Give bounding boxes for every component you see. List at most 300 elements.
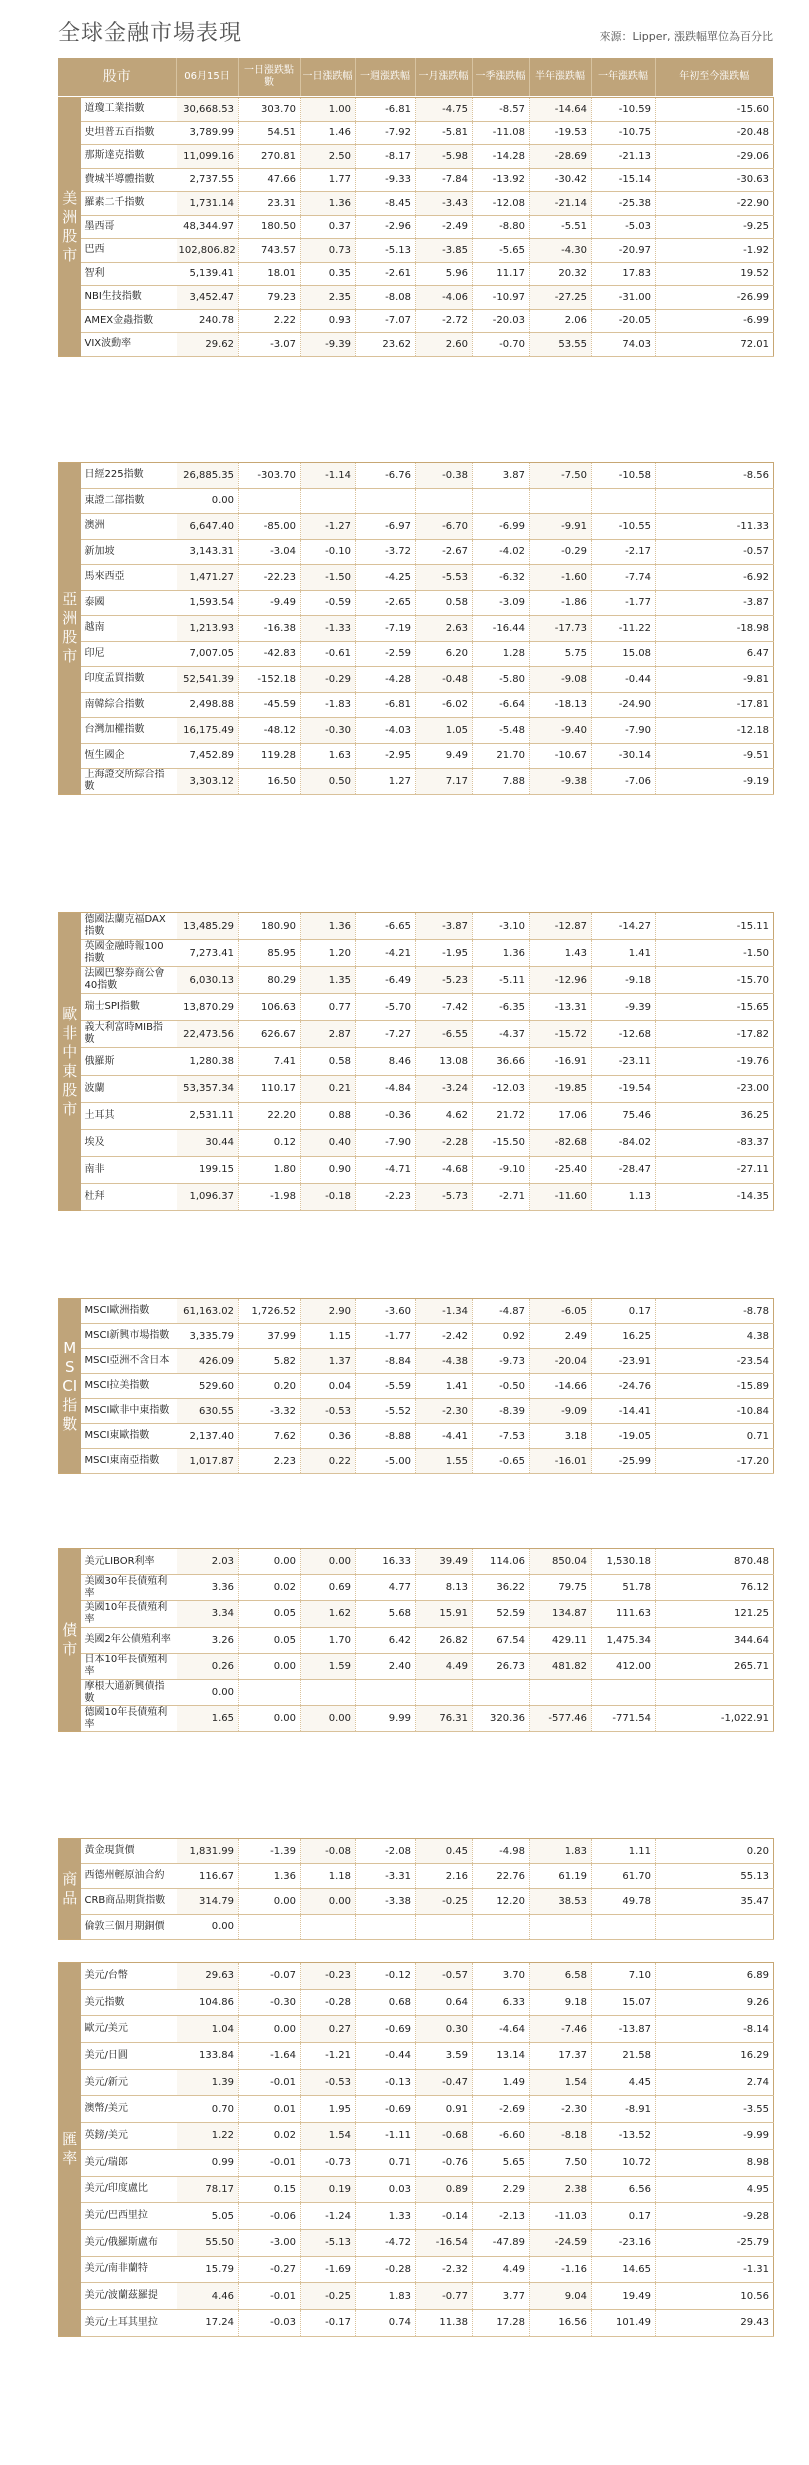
row-name: 波蘭 [81, 1075, 177, 1102]
cell-7: 20.32 [530, 262, 592, 286]
cell-3: -1.27 [301, 514, 356, 540]
cell-7: -9.08 [530, 667, 592, 693]
cell-8: -30.14 [592, 743, 656, 769]
cell-3: -0.25 [301, 2283, 356, 2310]
cell-8: -1.77 [592, 590, 656, 616]
cell-6: 3.77 [473, 2283, 530, 2310]
cell-5: -5.98 [416, 145, 473, 169]
row-name: 那斯達克指數 [81, 145, 177, 169]
row-name: MSCI東歐指數 [81, 1424, 177, 1449]
cell-9: -9.25 [656, 215, 774, 239]
cell-1: 11,099.16 [177, 145, 239, 169]
table-row [59, 2176, 774, 2203]
cell-5: 0.58 [416, 590, 473, 616]
table-row [59, 192, 774, 216]
cell-5: -0.76 [416, 2149, 473, 2176]
table-row [59, 239, 774, 263]
cell-7: 2.49 [530, 1324, 592, 1349]
cell-7: 5.75 [530, 641, 592, 667]
cell-4: 2.40 [356, 1653, 416, 1679]
cell-2: -48.12 [239, 718, 301, 744]
cell-7 [530, 1914, 592, 1939]
cell-2: 2.22 [239, 309, 301, 333]
cell-7: 1.43 [530, 940, 592, 967]
row-name: 美國2年公債殖利率 [81, 1627, 177, 1653]
cell-1: 3.26 [177, 1627, 239, 1653]
cell-6: -3.10 [473, 913, 530, 940]
cell-7: -19.85 [530, 1075, 592, 1102]
cell-4: -7.90 [356, 1129, 416, 1156]
cell-1: 61,163.02 [177, 1299, 239, 1324]
cell-3: 2.50 [301, 145, 356, 169]
cell-8: 16.25 [592, 1324, 656, 1349]
cell-6: -11.08 [473, 121, 530, 145]
cell-4: -4.03 [356, 718, 416, 744]
cell-6: 3.87 [473, 463, 530, 489]
cell-8 [592, 1914, 656, 1939]
cell-1: 426.09 [177, 1349, 239, 1374]
cell-6: 17.28 [473, 2309, 530, 2336]
cell-3 [301, 488, 356, 514]
cell-4 [356, 1914, 416, 1939]
cell-1: 48,344.97 [177, 215, 239, 239]
cell-7: 6.58 [530, 1963, 592, 1990]
cell-1: 2,498.88 [177, 692, 239, 718]
row-name: 西德州輕原油合約 [81, 1864, 177, 1889]
cell-6: 3.70 [473, 1963, 530, 1990]
cell-6: -47.89 [473, 2229, 530, 2256]
cell-1: 7,452.89 [177, 743, 239, 769]
cell-4: 6.42 [356, 1627, 416, 1653]
section-commodities [58, 1838, 774, 1940]
cell-1: 102,806.82 [177, 239, 239, 263]
cell-5: -2.28 [416, 1129, 473, 1156]
cell-5: -4.38 [416, 1349, 473, 1374]
row-name: 美元/台幣 [81, 1963, 177, 1990]
cell-9: 870.48 [656, 1549, 774, 1575]
cell-9: -9.28 [656, 2203, 774, 2230]
cell-6: -12.03 [473, 1075, 530, 1102]
row-name: 澳洲 [81, 514, 177, 540]
cell-9: -14.35 [656, 1183, 774, 1210]
cell-6: -13.92 [473, 168, 530, 192]
cell-2: 0.05 [239, 1627, 301, 1653]
cell-6: 52.59 [473, 1601, 530, 1627]
cell-3: 0.00 [301, 1706, 356, 1732]
cell-8: 1,530.18 [592, 1549, 656, 1575]
row-name: MSCI拉美指數 [81, 1374, 177, 1399]
cell-8: -10.55 [592, 514, 656, 540]
cell-9: -15.89 [656, 1374, 774, 1399]
cell-1: 6,030.13 [177, 967, 239, 994]
cell-2: -0.27 [239, 2256, 301, 2283]
cell-1: 7,007.05 [177, 641, 239, 667]
cell-2: 7.41 [239, 1048, 301, 1075]
cell-5: 6.20 [416, 641, 473, 667]
cell-4: -4.72 [356, 2229, 416, 2256]
cell-9 [656, 1679, 774, 1705]
cell-6: -6.99 [473, 514, 530, 540]
cell-5: -5.53 [416, 565, 473, 591]
cell-6: 4.49 [473, 2256, 530, 2283]
cell-3: 0.21 [301, 1075, 356, 1102]
cell-9: -3.55 [656, 2096, 774, 2123]
cell-2: 119.28 [239, 743, 301, 769]
row-name: 倫敦三個月期銅價 [81, 1914, 177, 1939]
cell-8: 74.03 [592, 333, 656, 357]
cell-2: 85.95 [239, 940, 301, 967]
table-row [59, 262, 774, 286]
cell-3: 0.04 [301, 1374, 356, 1399]
cell-7: -12.96 [530, 967, 592, 994]
cell-4: -7.19 [356, 616, 416, 642]
cell-7: 9.18 [530, 1989, 592, 2016]
row-name: 費城半導體指數 [81, 168, 177, 192]
cell-8: -23.91 [592, 1349, 656, 1374]
cell-7: -25.40 [530, 1156, 592, 1183]
cell-2: 0.01 [239, 2096, 301, 2123]
cell-7: 38.53 [530, 1889, 592, 1914]
cell-9: -9.99 [656, 2123, 774, 2150]
cell-2: 0.02 [239, 1575, 301, 1601]
table-row [59, 1549, 774, 1575]
cell-1: 30,668.53 [177, 98, 239, 122]
cell-8: 7.10 [592, 1963, 656, 1990]
table-row [59, 692, 774, 718]
cell-8: -10.58 [592, 463, 656, 489]
cell-5: 26.82 [416, 1627, 473, 1653]
cell-5: -3.87 [416, 913, 473, 940]
cell-5: -0.14 [416, 2203, 473, 2230]
cell-8: 101.49 [592, 2309, 656, 2336]
cell-9: 0.71 [656, 1424, 774, 1449]
header-week-pct: 一週漲跌幅 [355, 58, 415, 96]
row-name: 馬來西亞 [81, 565, 177, 591]
cell-4: -4.25 [356, 565, 416, 591]
cell-9: -23.00 [656, 1075, 774, 1102]
cell-6: -3.09 [473, 590, 530, 616]
cell-3: 0.40 [301, 1129, 356, 1156]
cell-8: 10.72 [592, 2149, 656, 2176]
cell-1: 2,737.55 [177, 168, 239, 192]
cell-8: -7.90 [592, 718, 656, 744]
table-row [59, 2229, 774, 2256]
cell-3: -0.08 [301, 1839, 356, 1864]
cell-7: -7.50 [530, 463, 592, 489]
cell-7: 9.04 [530, 2283, 592, 2310]
cell-3: 1.63 [301, 743, 356, 769]
header-ytd-pct: 年初至今漲跌幅 [655, 58, 773, 96]
cell-1: 1,017.87 [177, 1449, 239, 1474]
cell-7: 2.38 [530, 2176, 592, 2203]
cell-8: 111.63 [592, 1601, 656, 1627]
cell-2: 0.15 [239, 2176, 301, 2203]
cell-9: -18.98 [656, 616, 774, 642]
cell-9: -17.82 [656, 1021, 774, 1048]
cell-3: 0.00 [301, 1549, 356, 1575]
row-name: 南非 [81, 1156, 177, 1183]
cell-7: -14.64 [530, 98, 592, 122]
cell-6: 114.06 [473, 1549, 530, 1575]
section-label [59, 1963, 81, 2337]
cell-3: 1.18 [301, 1864, 356, 1889]
cell-8: -8.91 [592, 2096, 656, 2123]
cell-7 [530, 1679, 592, 1705]
table-row [59, 1399, 774, 1424]
table-row [59, 1864, 774, 1889]
cell-4: 8.46 [356, 1048, 416, 1075]
cell-3: -0.17 [301, 2309, 356, 2336]
cell-8: -19.54 [592, 1075, 656, 1102]
cell-4: -1.77 [356, 1324, 416, 1349]
row-name: 美元/波蘭茲羅提 [81, 2283, 177, 2310]
cell-6: 1.28 [473, 641, 530, 667]
table-row [59, 590, 774, 616]
cell-1: 55.50 [177, 2229, 239, 2256]
cell-5: 15.91 [416, 1601, 473, 1627]
cell-3: -0.30 [301, 718, 356, 744]
cell-1: 630.55 [177, 1399, 239, 1424]
table-row [59, 98, 774, 122]
table-row [59, 1183, 774, 1210]
cell-3: 0.35 [301, 262, 356, 286]
cell-6: -2.71 [473, 1183, 530, 1210]
cell-7: -27.25 [530, 286, 592, 310]
cell-8: -771.54 [592, 1706, 656, 1732]
cell-9: -22.90 [656, 192, 774, 216]
cell-4: -2.95 [356, 743, 416, 769]
cell-4: 16.33 [356, 1549, 416, 1575]
table-row [59, 1374, 774, 1399]
cell-6: -6.60 [473, 2123, 530, 2150]
cell-5: 2.60 [416, 333, 473, 357]
cell-1: 3,303.12 [177, 769, 239, 795]
cell-3: 1.70 [301, 1627, 356, 1653]
cell-1: 29.63 [177, 1963, 239, 1990]
cell-6: 21.72 [473, 1102, 530, 1129]
table-row [59, 1156, 774, 1183]
cell-5: 2.16 [416, 1864, 473, 1889]
cell-4: -6.81 [356, 692, 416, 718]
cell-1: 1.22 [177, 2123, 239, 2150]
row-name: MSCI東南亞指數 [81, 1449, 177, 1474]
cell-8: -13.52 [592, 2123, 656, 2150]
cell-6 [473, 1914, 530, 1939]
cell-1: 78.17 [177, 2176, 239, 2203]
row-name: 美元/印度盧比 [81, 2176, 177, 2203]
row-name: 美元/俄羅斯盧布 [81, 2229, 177, 2256]
cell-2: 1,726.52 [239, 1299, 301, 1324]
table-row [59, 463, 774, 489]
row-name: 歐元/美元 [81, 2016, 177, 2043]
cell-2: 0.02 [239, 2123, 301, 2150]
row-name: 德國法蘭克福DAX指數 [81, 913, 177, 940]
cell-6: -0.70 [473, 333, 530, 357]
cell-9: 16.29 [656, 2043, 774, 2070]
row-name: 巴西 [81, 239, 177, 263]
row-name: 埃及 [81, 1129, 177, 1156]
cell-5: 39.49 [416, 1549, 473, 1575]
cell-3: 2.87 [301, 1021, 356, 1048]
cell-8: 21.58 [592, 2043, 656, 2070]
table-row [59, 940, 774, 967]
cell-6: -12.08 [473, 192, 530, 216]
cell-7: -1.60 [530, 565, 592, 591]
cell-2: 54.51 [239, 121, 301, 145]
cell-4: -6.97 [356, 514, 416, 540]
cell-6: 11.17 [473, 262, 530, 286]
cell-4: -8.84 [356, 1349, 416, 1374]
cell-1: 26,885.35 [177, 463, 239, 489]
cell-4: 5.68 [356, 1601, 416, 1627]
cell-7: -24.59 [530, 2229, 592, 2256]
cell-4: -8.88 [356, 1424, 416, 1449]
cell-4: -0.12 [356, 1963, 416, 1990]
cell-5: -4.06 [416, 286, 473, 310]
cell-9: -1,022.91 [656, 1706, 774, 1732]
cell-3: 0.69 [301, 1575, 356, 1601]
cell-6: -4.87 [473, 1299, 530, 1324]
cell-6: 2.29 [473, 2176, 530, 2203]
table-row [59, 1324, 774, 1349]
cell-4: -2.08 [356, 1839, 416, 1864]
cell-2: 37.99 [239, 1324, 301, 1349]
table-row [59, 913, 774, 940]
cell-5: -2.72 [416, 309, 473, 333]
table-row [59, 2256, 774, 2283]
row-name: 越南 [81, 616, 177, 642]
cell-2: 0.00 [239, 1706, 301, 1732]
cell-5: -4.68 [416, 1156, 473, 1183]
cell-6: -6.35 [473, 994, 530, 1021]
cell-2: 23.31 [239, 192, 301, 216]
cell-4: -7.92 [356, 121, 416, 145]
header-day-points: 一日漲跌點數 [238, 58, 300, 96]
cell-1: 1,731.14 [177, 192, 239, 216]
cell-7: 2.06 [530, 309, 592, 333]
cell-6: -15.50 [473, 1129, 530, 1156]
table-row [59, 2043, 774, 2070]
cell-4: -3.72 [356, 539, 416, 565]
cell-7: -19.53 [530, 121, 592, 145]
cell-7: 429.11 [530, 1627, 592, 1653]
table-row [59, 1449, 774, 1474]
cell-7: 850.04 [530, 1549, 592, 1575]
cell-9: 8.98 [656, 2149, 774, 2176]
cell-3: -1.50 [301, 565, 356, 591]
cell-9: -23.54 [656, 1349, 774, 1374]
cell-3: -1.69 [301, 2256, 356, 2283]
cell-2 [239, 1914, 301, 1939]
cell-7: -0.29 [530, 539, 592, 565]
cell-6: -9.73 [473, 1349, 530, 1374]
cell-2: 180.90 [239, 913, 301, 940]
cell-7: -1.86 [530, 590, 592, 616]
cell-7: -17.73 [530, 616, 592, 642]
row-name: 美元/南非蘭特 [81, 2256, 177, 2283]
cell-9: -15.11 [656, 913, 774, 940]
row-name: 道瓊工業指數 [81, 98, 177, 122]
cell-6 [473, 1679, 530, 1705]
cell-3: -0.18 [301, 1183, 356, 1210]
cell-4: 1.33 [356, 2203, 416, 2230]
cell-4: -3.31 [356, 1864, 416, 1889]
cell-8: -12.68 [592, 1021, 656, 1048]
cell-1: 1,213.93 [177, 616, 239, 642]
table-row [59, 1601, 774, 1627]
table-row [59, 667, 774, 693]
cell-7: -9.09 [530, 1399, 592, 1424]
section-label-text: 商品 [62, 1869, 78, 1907]
cell-8: 1,475.34 [592, 1627, 656, 1653]
cell-4: -5.00 [356, 1449, 416, 1474]
cell-4: -7.07 [356, 309, 416, 333]
table-row [59, 2203, 774, 2230]
cell-9: 9.26 [656, 1989, 774, 2016]
cell-3: 0.73 [301, 239, 356, 263]
cell-2: 626.67 [239, 1021, 301, 1048]
table-row [59, 1299, 774, 1324]
cell-7: -30.42 [530, 168, 592, 192]
cell-3: -0.28 [301, 1989, 356, 2016]
row-name: 美元/瑞郎 [81, 2149, 177, 2176]
cell-2: -22.23 [239, 565, 301, 591]
cell-9: -25.79 [656, 2229, 774, 2256]
header-halfyear-pct: 半年漲跌幅 [529, 58, 591, 96]
cell-4: -6.49 [356, 967, 416, 994]
cell-3: 1.46 [301, 121, 356, 145]
table-row [59, 1963, 774, 1990]
table-row [59, 2309, 774, 2336]
cell-8: -11.22 [592, 616, 656, 642]
cell-9: -19.76 [656, 1048, 774, 1075]
cell-2: 1.80 [239, 1156, 301, 1183]
cell-1: 1,831.99 [177, 1839, 239, 1864]
cell-9: -12.18 [656, 718, 774, 744]
cell-1: 53,357.34 [177, 1075, 239, 1102]
cell-5: -2.32 [416, 2256, 473, 2283]
cell-3: -0.59 [301, 590, 356, 616]
cell-5 [416, 488, 473, 514]
cell-1: 5.05 [177, 2203, 239, 2230]
row-name: MSCI歐洲指數 [81, 1299, 177, 1324]
cell-1: 240.78 [177, 309, 239, 333]
cell-4: -6.76 [356, 463, 416, 489]
cell-4: 9.99 [356, 1706, 416, 1732]
table-row [59, 743, 774, 769]
cell-1: 1,471.27 [177, 565, 239, 591]
cell-8: -24.90 [592, 692, 656, 718]
cell-3 [301, 1914, 356, 1939]
cell-9: 4.95 [656, 2176, 774, 2203]
cell-8: -20.05 [592, 309, 656, 333]
cell-8: -2.17 [592, 539, 656, 565]
cell-6: -8.57 [473, 98, 530, 122]
row-name: 黃金現貨價 [81, 1839, 177, 1864]
row-name: 上海證交所綜合指數 [81, 769, 177, 795]
cell-3: 0.93 [301, 309, 356, 333]
cell-4: 4.77 [356, 1575, 416, 1601]
cell-5: -0.68 [416, 2123, 473, 2150]
table-row [59, 514, 774, 540]
cell-8: -20.97 [592, 239, 656, 263]
cell-7: -20.04 [530, 1349, 592, 1374]
cell-9: 344.64 [656, 1627, 774, 1653]
table-row [59, 1989, 774, 2016]
cell-9: -27.11 [656, 1156, 774, 1183]
row-name: CRB商品期貨指數 [81, 1889, 177, 1914]
cell-4: -5.52 [356, 1399, 416, 1424]
